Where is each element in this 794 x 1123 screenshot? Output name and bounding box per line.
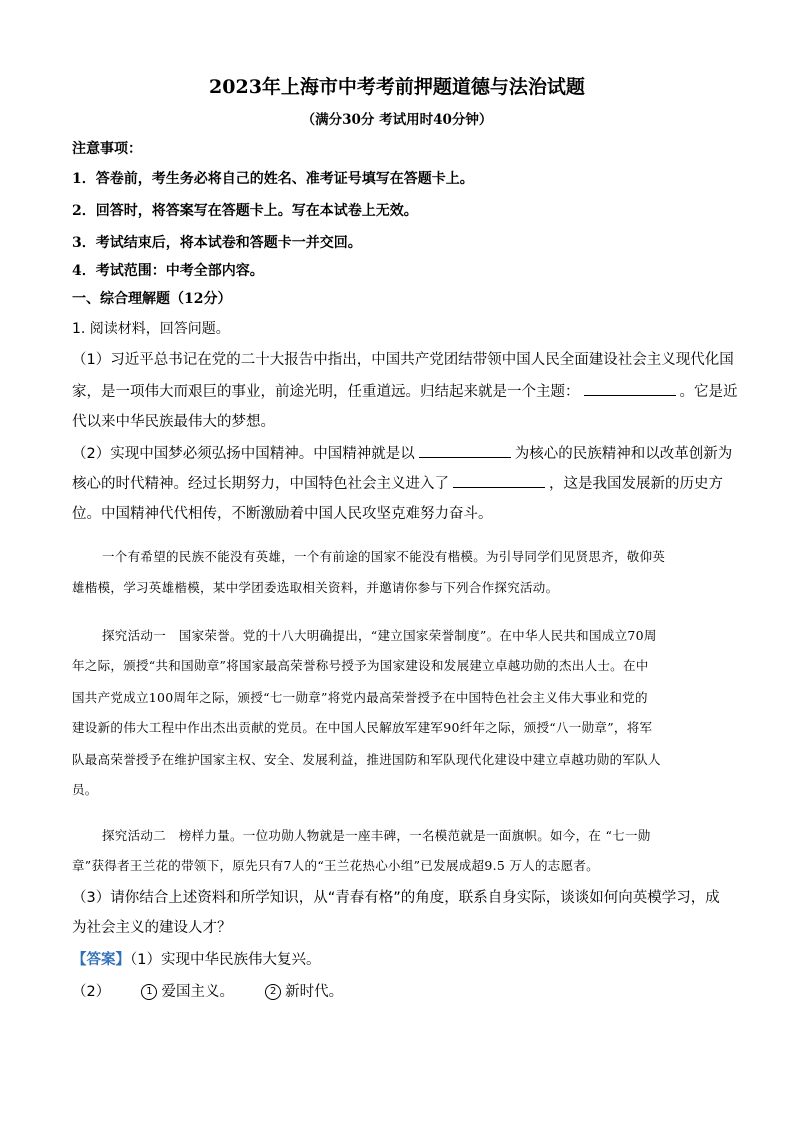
note-item-4: 4．考试范围：中考全部内容。 [72, 263, 264, 279]
answer-blank-2 [419, 445, 511, 458]
answer-line-1 [72, 948, 320, 969]
question-intro: 1. 阅读材料，回答问题。 [72, 321, 230, 337]
material-intro-line-1: 一个有希望的民族不能没有英雄，一个有前途的国家不能没有楷模。为引导同学们见贤思齐，敬仰英 [102, 549, 666, 564]
q3-line-2: 为社会主义的建设人才？ [72, 920, 232, 936]
activity-2-line-1: 探究活动二 榜样力量。一位功勋人物就是一座丰碑，一名模范就是一面旗帜。如今，在 “七一勋 [102, 828, 651, 843]
notes-heading: 注意事项： [72, 141, 142, 157]
note-item-3: 3．考试结束后，将本试卷和答题卡一并交回。 [72, 235, 362, 251]
q2-line-2-text-a: 核心的时代精神。经过长期努力，中国特色社会主义进入了 [72, 476, 449, 492]
q1-line-2-text-b: 。它是近 [679, 384, 738, 400]
activity-1-line-6: 员。 [72, 782, 98, 797]
answer-2-part-1: 爱国主义。 [161, 984, 234, 1000]
circled-number-1: 1 [141, 984, 157, 1000]
note-item-1: 1．答卷前，考生务必将自己的姓名、准考证号填写在答题卡上。 [72, 171, 474, 187]
page-subtitle: （满分30分 考试用时40分钟） [301, 112, 493, 128]
q1-line-2-text-a: 家，是一项伟大而艰巨的事业，前途光明，任重道远。归结起来就是一个主题： [72, 384, 580, 400]
q2-line-3: 位。中国精神代代相传，不断激励着中国人民攻坚克难努力奋斗。 [72, 506, 493, 522]
activity-1-line-2: 年之际，颁授“共和国勋章”将国家最高荣誉称号授予为国家建设和发展建立卓越功勋的杰出人士。在中 [72, 658, 649, 673]
q2-line-1-text-b: 为核心的民族精神和以改革创新为 [514, 446, 733, 462]
section-heading: 一、综合理解题（12分） [72, 291, 232, 307]
q1-line-3: 代以来中华民族最伟大的梦想。 [72, 414, 275, 430]
activity-1-line-3: 国共产党成立100周年之际，颁授“七一勋章”将党内最高荣誉授予在中国特色社会主义伟大事业和党的 [72, 690, 648, 705]
q3-line-1: （3）请你结合上述资料和所学知识，从“青春有格”的角度，联系自身实际，谈谈如何向英模学习，成 [72, 890, 720, 906]
activity-2-line-2: 章”获得者王兰花的带领下，原先只有7人的“王兰花热心小组”已发展成超9.5 万人的志愿者。 [72, 858, 599, 873]
q2-line-2-text-b: ，这是我国发展新的历史方 [549, 476, 723, 492]
answer-2-part-2: 新时代。 [285, 984, 344, 1000]
answer-blank-1 [584, 383, 676, 396]
circled-number-2: 2 [265, 984, 281, 1000]
q2-line-1 [72, 442, 732, 463]
answer-tag: 【答案】 [72, 952, 130, 968]
note-item-2: 2．回答时，将答案写在答题卡上。写在本试卷上无效。 [72, 203, 418, 219]
activity-1-line-5: 队最高荣誉授予在维护国家主权、安全、发展利益，推进国防和军队现代化建设中建立卓越功勋的军队人 [72, 752, 661, 767]
q1-line-2 [72, 380, 738, 401]
activity-1-line-4: 建设新的伟大工程中作出杰出贡献的党员。在中国人民解放军建军90纤年之际，颁授“八一勋章”，将军 [72, 720, 653, 735]
page-title: 2023年上海市中考考前押题道德与法治试题 [209, 76, 585, 98]
q1-line-1: （1）习近平总书记在党的二十大报告中指出，中国共产党团结带领中国人民全面建设社会主义现代化国 [72, 352, 734, 368]
answer-2-prefix: （2） [72, 984, 111, 1000]
answer-1: （1）实现中华民族伟大复兴。 [130, 952, 321, 968]
q2-line-2 [72, 472, 723, 493]
answer-blank-3 [453, 475, 545, 488]
activity-1-line-1: 探究活动一 国家荣誉。党的十八大明确提出，“建立国家荣誉制度”。在中华人民共和国成立70周 [102, 628, 657, 643]
q2-line-1-text-a: （2）实现中国梦必须弘扬中国精神。中国精神就是以 [72, 446, 415, 462]
material-intro-line-2: 雄楷模，学习英雄楷模，某中学团委选取相关资料，并邀请你参与下列合作探究活动。 [72, 580, 559, 595]
answer-line-2 [72, 980, 343, 1001]
